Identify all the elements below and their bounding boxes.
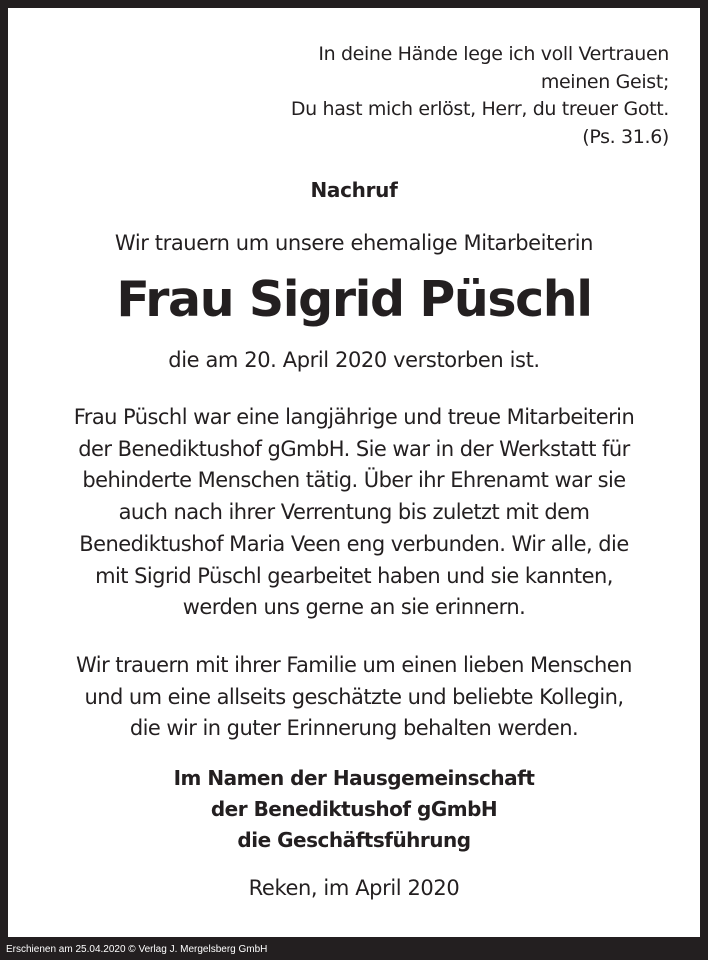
verse-line: Du hast mich erlöst, Herr, du treuer Gott.	[290, 98, 669, 120]
condolence-paragraph	[8, 650, 700, 745]
place-and-date: Reken, im April 2020	[248, 876, 460, 900]
verse-line: In deine Hände lege ich voll Vertrauen	[318, 43, 669, 65]
paragraph-line: werden uns gerne an sie erinnern.	[182, 595, 526, 620]
paragraph-line: mit Sigrid Püschl gearbeitet haben und sie kannten,	[95, 563, 613, 588]
paragraph-line: die wir in guter Erinnerung behalten werden.	[129, 716, 579, 740]
signature-line: Im Namen der Hausgemeinschaft	[173, 766, 535, 790]
bible-verse	[291, 41, 669, 151]
intro-line: Wir trauern um unsere ehemalige Mitarbeiterin	[114, 231, 594, 255]
obituary-notice	[8, 8, 700, 937]
tribute-paragraph	[8, 402, 700, 624]
death-date-line: die am 20. April 2020 verstorben ist.	[168, 348, 540, 372]
paragraph-line: Wir trauern mit ihrer Familie um einen lieben Menschen	[76, 653, 632, 677]
signature-line: der Benediktushof gGmbH	[210, 797, 498, 821]
deceased-name: Frau Sigrid Püschl	[116, 271, 592, 328]
signature-block	[8, 763, 700, 856]
paragraph-line: Benediktushof Maria Veen eng verbunden. Wir alle, die	[79, 531, 629, 556]
paragraph-line: und um eine allseits geschätzte und beliebte Kollegin,	[84, 684, 624, 709]
notice-heading: Nachruf	[310, 178, 398, 202]
verse-line: meinen Geist;	[540, 70, 669, 93]
paragraph-line: Frau Püschl war eine langjährige und treue Mitarbeiterin	[73, 405, 635, 429]
paragraph-line: auch nach ihrer Verrentung bis zuletzt mit dem	[118, 500, 590, 525]
paragraph-line: der Benediktushof gGmbH. Sie war in der Werkstatt für	[78, 436, 630, 461]
publication-footer: Erschienen am 25.04.2020 © Verlag J. Mergelsberg GmbH	[6, 944, 268, 955]
signature-line: die Geschäftsführung	[237, 828, 471, 852]
paragraph-line: behinderte Menschen tätig. Über ihr Ehrenamt war sie	[82, 468, 626, 493]
verse-reference: (Ps. 31.6)	[582, 125, 669, 148]
